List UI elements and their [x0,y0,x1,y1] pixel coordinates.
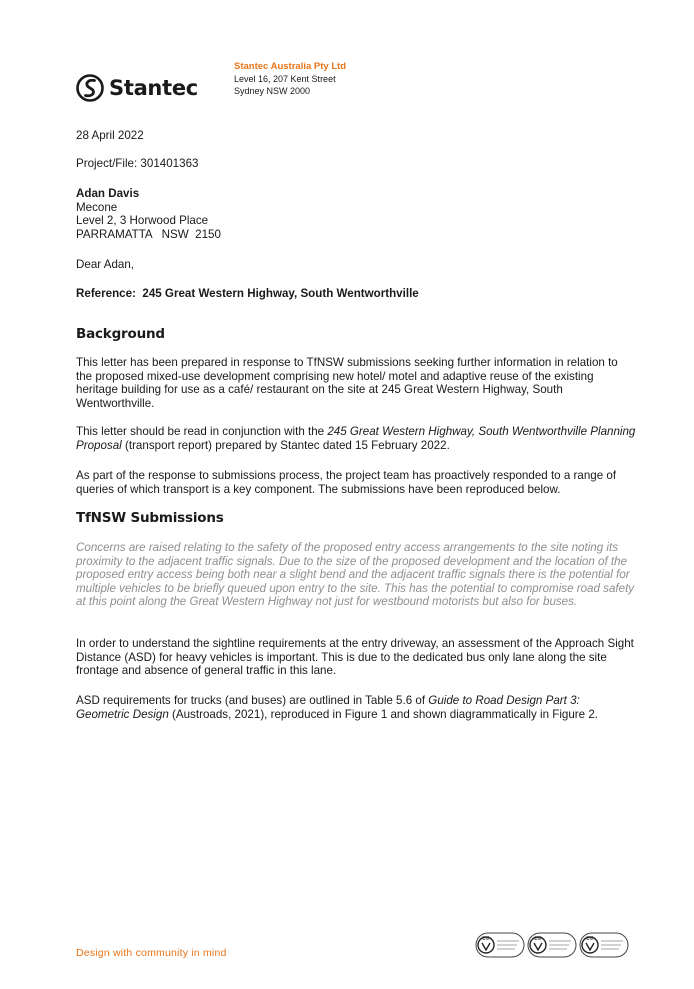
submissions-paragraph-1: In order to understand the sightline requirements at the entry driveway, an assessment of the Approach Sight Distance (ASD) for heavy vehicles is important. This is due to the dedicated bus only lane along the site frontage and absence of general traffic in this lane. [76,637,634,678]
svg-text:bsi: bsi [482,936,490,942]
asd-para-end: (Austroads, 2021), reproduced in Figure 1 and shown diagrammatically in Figure 2. [168,707,598,721]
address-line-2: Sydney NSW 2000 [234,86,311,96]
recipient-block [76,187,221,241]
recipient-address-1: Level 2, 3 Horwood Place [76,214,209,228]
submission-quote: Concerns are raised relating to the safety of the proposed entry access arrangements to the site noting its proximity to the adjacent traffic signals. Due to the size of the proposed development and the location of the proposed entry access being both near a slight bend and the adjacent traffic signals there is the potential for multiple vehicles to be briefly queued upon entry to the site. This has the potential to compromise road safety at this point along the Great Western Highway not just for westbound motorists but also for buses. [76,541,635,609]
reference-line: Reference: 245 Great Western Highway, South Wentworthville [76,287,419,300]
project-file: Project/File: 301401363 [76,157,199,170]
letter-date: 28 April 2022 [76,129,144,142]
recipient-address-2: PARRAMATTA NSW 2150 [76,227,221,241]
recipient-name: Adan Davis [76,187,140,200]
salutation: Dear Adan, [76,258,135,271]
recipient-company: Mecone [76,200,118,214]
submissions-paragraph-2 [76,694,636,721]
para2-end: (transport report) prepared by Stantec dated 15 February 2022. [121,438,450,452]
address-line-1: Level 16, 207 Kent Street [234,74,336,84]
bsi-certification-badge-3 [579,930,629,960]
bsi-certification-badge-2 [527,930,577,960]
bsi-certification-badge-1 [475,930,525,960]
asd-para-start: ASD requirements for trucks (and buses) are outlined in Table 5.6 of [76,694,429,707]
company-name: Stantec Australia Pty Ltd [234,61,347,72]
submissions-heading: TfNSW Submissions [76,510,224,526]
stantec-logo-icon [76,72,106,104]
svg-text:bsi: bsi [586,936,594,942]
background-heading: Background [76,326,165,342]
transport-report-title: 245 Great Western Highway, South Wentworthville Planning Proposal [76,425,636,452]
footer-tagline: Design with community in mind [76,947,227,959]
svg-text:bsi: bsi [534,936,542,942]
logo-wordmark: Stantec [109,76,198,100]
guide-title: Guide to Road Design Part 3: Geometric Design [76,694,580,721]
company-address-block [234,61,346,97]
background-paragraph-2 [76,425,636,452]
stantec-logo [76,72,216,104]
para2-start: This letter should be read in conjunction with the [76,425,328,438]
background-paragraph-1: This letter has been prepared in response to TfNSW submissions seeking further information in relation to the proposed mixed-use development comprising new hotel/ motel and adaptive reuse of the existing heritage building for use as a café/ restaurant on the site at 245 Great Western Highway, South Wentworthville. [76,356,618,410]
background-paragraph-3: As part of the response to submissions process, the project team has proactively responded to a range of queries of which transport is a key component. The submissions have been reproduced below. [76,469,617,496]
